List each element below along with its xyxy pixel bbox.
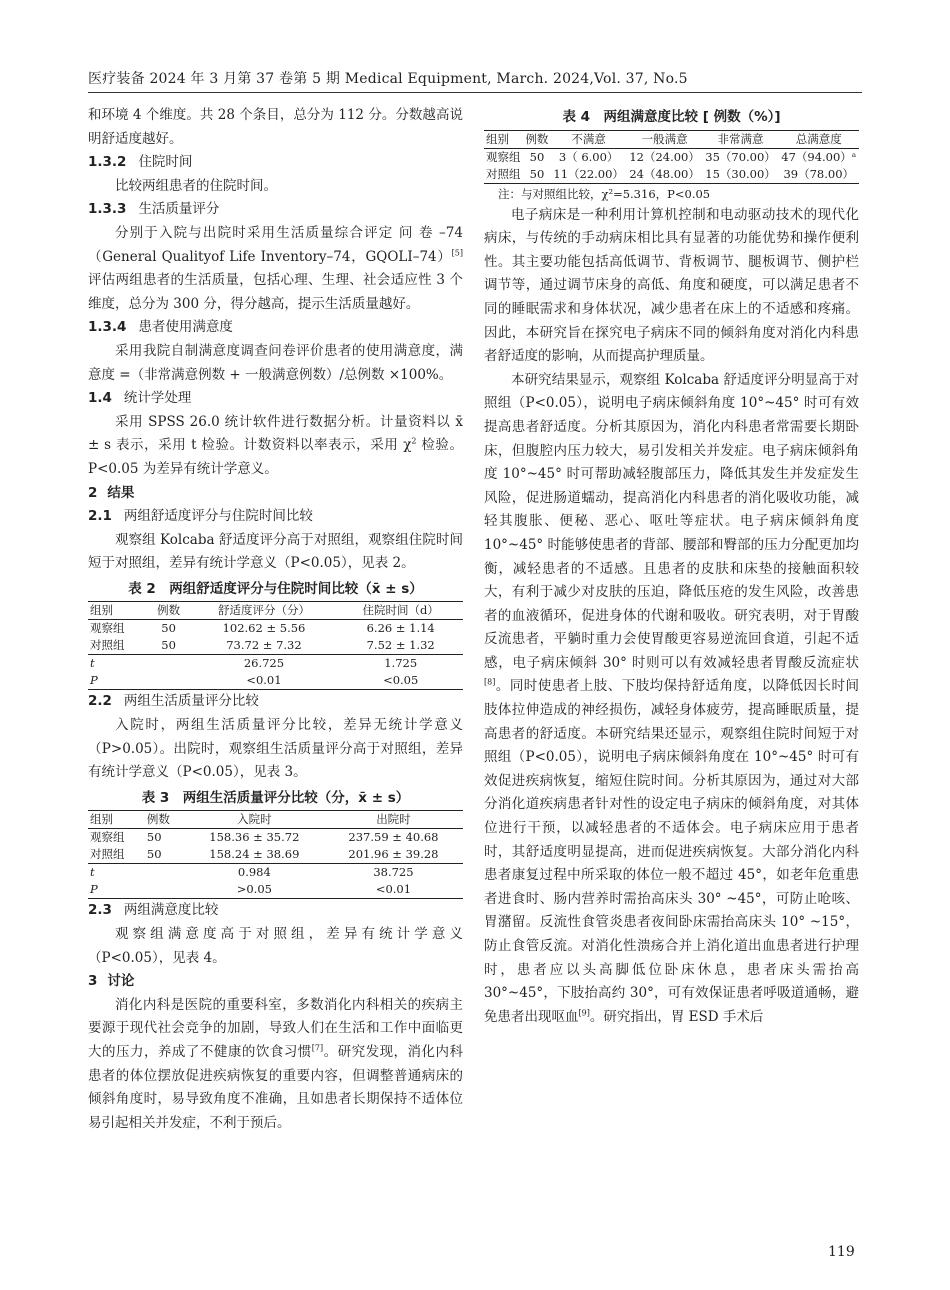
table-header: 出院时 <box>376 812 411 827</box>
citation: [7] <box>311 1043 324 1053</box>
table-row: t 26.725 1.725 <box>88 655 463 673</box>
citation: [5] <box>451 248 463 258</box>
table-header: 舒适度评分（分） <box>217 603 310 618</box>
citation: [8] <box>484 677 496 687</box>
table-3 <box>88 810 463 899</box>
section-heading-2: 2 结果 <box>88 484 135 501</box>
table-row: P <0.01 <0.05 <box>90 673 419 688</box>
table-row: 观察组 50 102.62 ± 5.56 6.26 ± 1.14 <box>90 621 435 636</box>
paragraph: 和环境 4 个维度。共 28 个条目，总分为 112 分。分数越高说明舒适度越好。 <box>88 107 463 147</box>
section-heading-2-1: 2.1 两组舒适度评分与住院时间比较 <box>88 508 313 525</box>
table-4-note: 注：与对照组比较，χ²=5.316，P<0.05 <box>498 186 711 201</box>
table-4 <box>484 130 859 184</box>
table-header: 一般满意 <box>641 131 688 146</box>
table-row: 观察组 50 3（ 6.00） 12（24.00） 35（70.00） 47（94.00）ᵃ <box>486 149 857 164</box>
section-heading-1-4: 1.4 统计学处理 <box>88 390 192 407</box>
table-row: P >0.05 <0.01 <box>90 882 412 897</box>
table-header: 例数 <box>525 131 549 146</box>
table-row: 对照组 50 158.24 ± 38.69 201.96 ± 39.28 <box>90 847 439 862</box>
citation: [9] <box>578 1008 590 1018</box>
paragraph: 比较两组患者的住院时间。 <box>115 177 277 194</box>
table-header: 组别 <box>486 131 509 146</box>
table-row: 观察组 50 158.36 ± 35.72 237.59 ± 40.68 <box>90 830 439 845</box>
header-rule <box>88 92 862 93</box>
table-4-caption: 表 4 两组满意度比较 [ 例数（%）] <box>562 109 781 125</box>
paragraph: 观察组 Kolcaba 舒适度评分高于对照组，观察组住院时间短于对照组，差异有统计学意义（P<0.05），见表 2。 <box>88 531 463 572</box>
section-heading-1-3-4: 1.3.4 患者使用满意度 <box>88 319 233 336</box>
table-header: 组别 <box>90 812 113 827</box>
table-row: t 0.984 38.725 <box>88 864 463 882</box>
section-heading-2-2: 2.2 两组生活质量评分比较 <box>88 693 259 710</box>
table-3-caption: 表 3 两组生活质量评分比较（分，x̄ ± s） <box>141 789 410 806</box>
section-heading-1-3-3: 1.3.3 生活质量评分 <box>88 201 220 218</box>
right-column <box>484 104 859 1029</box>
table-header: 总满意度 <box>795 131 842 146</box>
paragraph: 本研究结果显示，观察组 Kolcaba 舒适度评分明显高于对照组（P<0.05），说明电子病床倾斜角度 10°~45° 时可有效提高患者舒适度。分析其原因为，消化内科患者常需要长期卧床，但腹腔内压力较大，易引发相关并发症。电子病床倾斜角度 10°~45° 时可帮助减轻腹部压力，降低其发生并发症发生风险，促进肠道蠕动，提高消化内科患者的消化吸收功能，减轻其腹胀、便秘、恶心、呕吐等症状。电子病床倾斜角度 10°~45° 时能够使患者的背部、腰部和臀部的压力分配更加均衡，减轻患者的不适感。且患者的皮肤和床垫的接触面积较大，有利于减少对皮肤的压迫，降低压疮的发生风险，改善患者的血液循环，促进身体的代谢和吸收。研究表明，对于胃酸反流患者，平躺时重力会使胃酸更容易逆流回食道，引起不适感，电子病床倾斜 30° 时则可以有效减轻患者胃酸反流症状[8]。同时使患者上肢、下肢均保持舒适角度，以降低因长时间肢体拉伸造成的神经损伤，减轻身体疲劳，提高睡眠质量，提高患者的舒适度。本研究结果还显示，观察组住院时间短于对照组（P<0.05），说明电子病床倾斜角度在 10°~45° 时可有效促进疾病恢复，缩短住院时间。分析其原因为，通过对大部分消化道疾病患者针对性的设定电子病床的倾斜角度，对其体位进行干预，以减轻患者的不适体会。电子病床应用于患者时，其舒适度明显提高，进而促进疾病恢复。大部分消化内科患者康复过程中所采取的体位一般不超过 45°，如老年危重患者进食时、肠内营养时需抬高床头 30° ~45°，可防止呛咳、胃潴留。反流性食管炎患者夜间卧床需抬高床头 10° ~15°，防止食管反流。对消化性溃疡合并上消化道出血患者进行护理时，患者应以头高脚低位卧床休息，患者床头需抬高 30°~45°，下肢抬高约 30°，可有效保证患者呼吸道通畅，避免患者出现呕血[9]。研究指出，胃 ESD 手术后 <box>484 371 859 1025</box>
table-header: 非常满意 <box>717 131 764 146</box>
paragraph: 分别于入院与出院时采用生活质量综合评定 问 卷 –74（General Qualityof Life Inventory–74，GQOLI–74）[5]评估两组患者的生活质量，包括心理、生理、社会适应性 3 个维度，总分为 300 分，得分越高，提示生活质量越好。 <box>88 224 463 312</box>
table-header: 例数 <box>157 603 181 618</box>
paragraph: 采用我院自制满意度调查问卷评价患者的使用满意度，满意度 =（非常满意例数 + 一般满意例数）/总例数 ×100%。 <box>88 342 463 383</box>
section-heading-1-3-2: 1.3.2 住院时间 <box>88 154 193 171</box>
table-2 <box>88 601 463 690</box>
left-column <box>88 104 463 1135</box>
table-header: 住院时间（d） <box>362 603 439 618</box>
table-row: 对照组 50 73.72 ± 7.32 7.52 ± 1.32 <box>90 638 435 653</box>
table-header: 例数 <box>146 812 170 827</box>
table-2-caption: 表 2 两组舒适度评分与住院时间比较（x̄ ± s） <box>128 580 423 597</box>
page-number: 119 <box>828 1244 855 1260</box>
table-header: 组别 <box>90 603 113 618</box>
table-header: 入院时 <box>237 812 272 827</box>
section-heading-3: 3 讨论 <box>88 973 135 990</box>
paragraph: 电子病床是一种利用计算机控制和电动驱动技术的现代化病床，与传统的手动病床相比具有显著的功能优势和操作便利性。其主要功能包括高低调节、背板调节、腿板调节、侧护栏调节等，通过调节床身的高低、角度和硬度，可以满足患者不同的睡眠需求和身体状况，减少患者在床上的不适感和疼痛。因此，本研究旨在探究电子病床不同的倾斜角度对消化内科患者舒适度的影响，从而提高护理质量。 <box>484 206 859 365</box>
paragraph: 采用 SPSS 26.0 统计软件进行数据分析。计量资料以 x̄ ± s 表示，采用 t 检验。计数资料以率表示，采用 $\chi^2$ 检验。P<0.05 为差异有统计学意义。 <box>88 413 463 477</box>
paragraph: 入院时，两组生活质量评分比较，差异无统计学意义（P>0.05）。出院时，观察组生活质量评分高于对照组，差异有统计学意义（P<0.05），见表 3。 <box>88 717 463 781</box>
paragraph: 消化内科是医院的重要科室，多数消化内科相关的疾病主要源于现代社会竞争的加剧，导致人们在生活和工作中面临更大的压力，养成了不健康的饮食习惯[7]。研究发现，消化内科患者的体位摆放促进疾病恢复的重要内容，但调整普通病床的倾斜角度时，易导致角度不准确，且如患者长期保持不适体位易引起相关并发症，不利于预后。 <box>88 996 464 1131</box>
table-row: 对照组 50 11（22.00） 24（48.00） 15（30.00） 39（78.00） <box>486 166 855 181</box>
running-header: 医疗装备 2024 年 3 月第 37 卷第 5 期 Medical Equipment, March. 2024,Vol. 37, No.5 <box>88 71 688 87</box>
table-header: 不满意 <box>571 131 606 146</box>
paragraph: 观察组满意度高于对照组，差异有统计学意义（P<0.05），见表 4。 <box>88 926 463 966</box>
section-heading-2-3: 2.3 两组满意度比较 <box>88 902 219 919</box>
